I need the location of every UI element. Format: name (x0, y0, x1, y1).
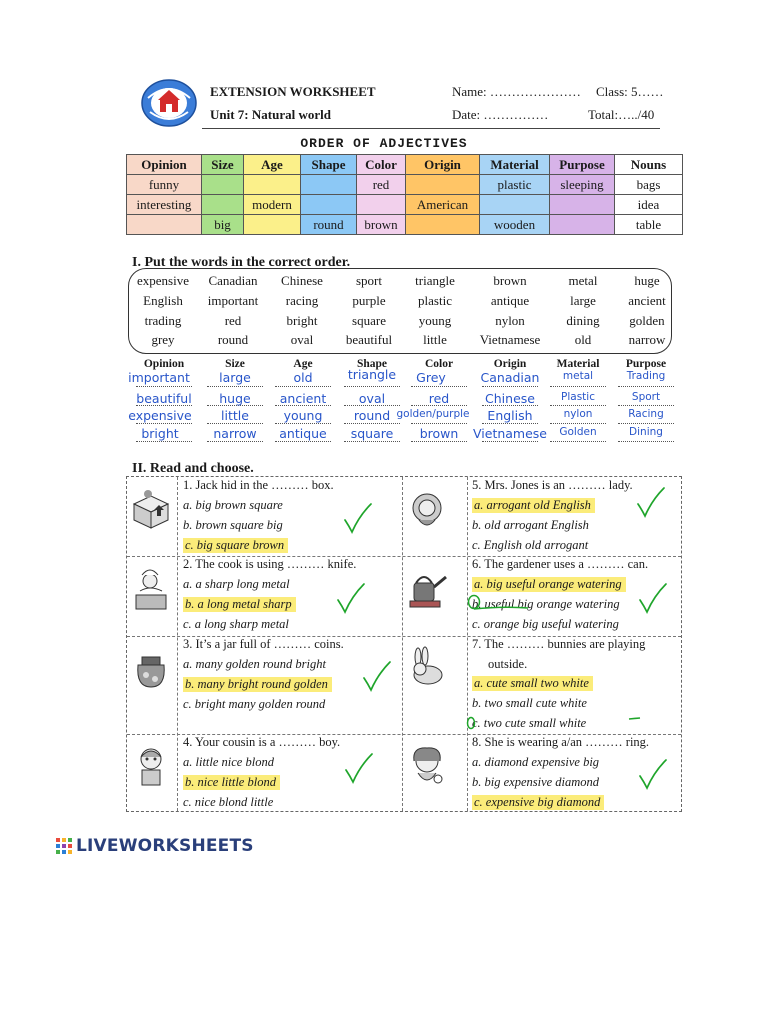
answer-line (482, 423, 538, 424)
answer-option[interactable]: a. a sharp long metal (183, 577, 290, 591)
answer-line (550, 386, 606, 387)
answer-line (136, 386, 192, 387)
word-bank-word: young (418, 313, 452, 328)
check-mark-icon (628, 716, 642, 722)
table-cell (357, 195, 406, 215)
table-header-material: Material (480, 155, 550, 175)
answer-input[interactable]: old (293, 370, 313, 385)
answer-line (550, 405, 606, 406)
question-stem: 6. The gardener uses a ……… can. (472, 557, 649, 571)
question-stem: 8. She is wearing a/an ……… ring. (472, 735, 650, 749)
answer-input[interactable]: round (353, 408, 391, 423)
answer-option[interactable]: a. arrogant old English (472, 498, 595, 513)
answer-option[interactable]: a. cute small two white (472, 676, 593, 691)
order-of-adjectives-heading: ORDER OF ADJECTIVES (300, 136, 468, 151)
table-cell (406, 175, 480, 195)
table-cell: bags (615, 175, 683, 195)
answer-line (207, 423, 263, 424)
answer-option[interactable]: b. nice little blond (183, 775, 280, 790)
answer-option[interactable]: b. brown square big (183, 518, 283, 532)
question-stem: 5. Mrs. Jones is an ……… lady. (472, 478, 633, 492)
check-mark-icon (343, 502, 373, 536)
category-header-age: Age (293, 358, 313, 370)
table-cell: interesting (127, 195, 202, 215)
answer-input[interactable]: antique (279, 426, 327, 441)
question-stem-continued: outside. (488, 657, 528, 671)
answer-line (136, 423, 192, 424)
answer-option[interactable]: b. big expensive diamond (472, 775, 600, 789)
word-bank-word: beautiful (345, 332, 393, 347)
word-bank (128, 268, 672, 354)
answer-input[interactable]: golden/purple (396, 408, 470, 420)
answer-option[interactable]: a. little nice blond (183, 755, 274, 769)
category-header-shape: Shape (356, 358, 388, 370)
watering-can-icon (404, 565, 450, 611)
answer-line (550, 441, 606, 442)
answer-line (411, 441, 467, 442)
boy-icon (128, 743, 174, 789)
category-header-size: Size (225, 358, 245, 370)
liveworksheets-icon (56, 838, 72, 854)
question-stem: 1. Jack hid in the ……… box. (183, 478, 334, 492)
section-2-title: II. Read and choose. (132, 461, 254, 476)
category-header-color: Color (424, 358, 454, 370)
word-bank-word: huge (634, 273, 660, 288)
unit-title: Unit 7: Natural world (210, 107, 331, 122)
answer-option[interactable]: a. big useful orange watering (472, 577, 626, 592)
header-divider (202, 128, 660, 129)
answer-input[interactable]: young (283, 408, 323, 423)
check-mark-icon (636, 486, 666, 520)
table-cell: table (615, 215, 683, 235)
total-field: Total:…../40 (588, 107, 655, 122)
word-bank-word: metal (568, 273, 598, 288)
answer-line (344, 423, 400, 424)
answer-input[interactable]: beautiful (136, 391, 192, 406)
table-cell: red (357, 175, 406, 195)
check-mark-icon (362, 660, 392, 694)
answer-line (482, 386, 538, 387)
word-bank-word: narrow (628, 332, 666, 347)
box-icon (128, 486, 174, 532)
answer-input[interactable]: English (487, 408, 533, 423)
answer-line (482, 441, 538, 442)
table-header-nouns: Nouns (615, 155, 683, 175)
section-1-title: I. Put the words in the correct order. (132, 255, 351, 270)
liveworksheets-text: LIVEWORKSHEETS (76, 836, 254, 856)
underline-mark (472, 604, 532, 612)
answer-option[interactable]: c. orange big useful watering (472, 617, 619, 631)
answer-line (411, 386, 467, 387)
table-cell (202, 195, 244, 215)
answer-option[interactable]: b. useful big orange watering (472, 597, 620, 611)
table-cell: American (406, 195, 480, 215)
table-header-purpose: Purpose (550, 155, 615, 175)
word-bank-word: large (570, 293, 596, 308)
word-bank-word: round (217, 332, 249, 347)
word-bank-word: bright (286, 313, 318, 328)
answer-option[interactable]: c. nice blond little (183, 795, 274, 809)
answer-input[interactable]: metal (562, 370, 594, 382)
answer-input[interactable]: large (219, 370, 251, 385)
answer-input[interactable]: important (128, 370, 190, 385)
circle-mark-icon (466, 716, 476, 730)
word-bank-word: red (224, 313, 242, 328)
bunny-icon (404, 645, 450, 691)
word-bank-word: Chinese (281, 273, 323, 288)
answer-line (618, 405, 674, 406)
answer-line (411, 423, 467, 424)
answer-input[interactable]: brown (419, 426, 459, 441)
answer-input[interactable]: huge (219, 391, 251, 406)
table-header-origin: Origin (406, 155, 480, 175)
answer-input[interactable]: expensive (128, 408, 192, 423)
table-header-opinion: Opinion (127, 155, 202, 175)
word-bank-word: dining (566, 313, 600, 328)
question-stem: 2. The cook is using ……… knife. (183, 557, 357, 571)
table-cell: idea (615, 195, 683, 215)
class-field[interactable]: Class: 5…… (596, 84, 664, 99)
table-cell (301, 175, 357, 195)
table-header-shape: Shape (301, 155, 357, 175)
answer-option[interactable]: c. English old arrogant (472, 538, 589, 552)
check-mark-icon (638, 758, 668, 792)
answer-line (207, 441, 263, 442)
answer-input[interactable]: bright (141, 426, 179, 441)
word-bank-word: brown (493, 273, 527, 288)
date-field[interactable]: Date: …………… (452, 107, 549, 122)
answer-line (275, 441, 331, 442)
table-header-size: Size (202, 155, 244, 175)
table-cell: big (202, 215, 244, 235)
question-stem: 4. Your cousin is a ……… boy. (183, 735, 341, 749)
word-bank-word: old (574, 332, 592, 347)
cook-icon (128, 565, 174, 611)
answer-line (618, 386, 674, 387)
table-cell (202, 175, 244, 195)
word-bank-word: little (423, 332, 447, 347)
word-bank-word: sport (356, 273, 382, 288)
answer-option[interactable]: b. a long metal sharp (183, 597, 296, 612)
answer-line (275, 423, 331, 424)
answer-option[interactable]: b. old arrogant English (472, 518, 589, 532)
answer-line (618, 441, 674, 442)
word-bank-word: trading (144, 313, 182, 328)
answer-input[interactable]: Dining (629, 426, 663, 438)
check-mark-icon (638, 582, 668, 616)
adjective-order-table (126, 154, 683, 235)
answer-input[interactable]: nylon (563, 408, 593, 420)
word-bank-word: expensive (137, 273, 189, 288)
answer-input[interactable]: Golden (559, 426, 597, 438)
word-bank-word: Vietnamese (479, 332, 541, 347)
table-cell (127, 215, 202, 235)
table-cell: brown (357, 215, 406, 235)
word-bank-word: important (207, 293, 259, 308)
word-bank-word: plastic (418, 293, 452, 308)
answer-input[interactable]: ancient (279, 391, 327, 406)
answer-line (136, 441, 192, 442)
table-cell: funny (127, 175, 202, 195)
answer-option[interactable]: a. big brown square (183, 498, 283, 512)
answer-line (550, 423, 606, 424)
word-bank-word: racing (285, 293, 319, 308)
answer-line (618, 423, 674, 424)
question-stem: 7. The ……… bunnies are playing (472, 637, 646, 651)
answer-option[interactable]: c. bright many golden round (183, 697, 326, 711)
answer-input[interactable]: triangle (347, 367, 397, 382)
answer-line (207, 386, 263, 387)
liveworksheets-logo[interactable] (56, 836, 254, 856)
table-header-age: Age (244, 155, 301, 175)
word-bank-word: nylon (495, 313, 525, 328)
word-bank-word: antique (490, 293, 530, 308)
word-bank-word: ancient (628, 293, 666, 308)
category-header-material: Material (556, 358, 600, 370)
answer-input[interactable]: Grey (416, 370, 446, 385)
answer-line (275, 386, 331, 387)
check-mark-icon (336, 582, 366, 616)
answer-option[interactable]: b. two small cute white (472, 696, 587, 710)
answer-option[interactable]: c. big square brown (183, 538, 288, 553)
answer-option[interactable]: c. two cute small white (472, 716, 587, 730)
answer-input[interactable]: Trading (626, 370, 666, 382)
name-field[interactable]: Name: ………………… (452, 84, 581, 99)
answer-input[interactable]: Canadian (480, 370, 540, 385)
answer-option[interactable]: a. diamond expensive big (472, 755, 600, 769)
question-stem: 3. It’s a jar full of ……… coins. (183, 637, 344, 651)
table-cell: round (301, 215, 357, 235)
word-bank-word: grey (151, 332, 175, 347)
word-bank-word: oval (290, 332, 314, 347)
answer-option[interactable]: c. a long sharp metal (183, 617, 289, 631)
answer-option[interactable]: b. many bright round golden (183, 677, 332, 692)
answer-input[interactable]: Sport (631, 391, 661, 403)
word-bank-word: purple (352, 293, 386, 308)
answer-input[interactable]: narrow (213, 426, 257, 441)
lady-icon (404, 486, 450, 532)
answer-input[interactable]: Chinese (485, 391, 535, 406)
ring-lady-icon (404, 743, 450, 789)
answer-input[interactable]: Racing (628, 408, 664, 420)
word-bank-word: English (143, 293, 183, 308)
table-cell: plastic (480, 175, 550, 195)
table-cell (406, 215, 480, 235)
table-header-color: Color (357, 155, 406, 175)
answer-input[interactable]: square (350, 426, 394, 441)
word-bank-word: square (352, 313, 386, 328)
category-header-opinion: Opinion (143, 358, 185, 370)
answer-line (344, 386, 400, 387)
table-cell: wooden (480, 215, 550, 235)
word-bank-word: golden (629, 313, 665, 328)
answer-input[interactable]: Vietnamese (473, 426, 547, 441)
answer-line (344, 441, 400, 442)
word-bank-word: triangle (415, 273, 455, 288)
school-logo (140, 78, 198, 128)
table-cell: modern (244, 195, 301, 215)
category-header-purpose: Purpose (625, 358, 667, 370)
category-header-origin: Origin (493, 358, 527, 370)
answer-input[interactable]: little (221, 408, 249, 423)
answer-input[interactable]: oval (358, 391, 386, 406)
answer-input[interactable]: Plastic (561, 391, 595, 403)
word-bank-word: Canadian (208, 273, 258, 288)
table-cell (480, 195, 550, 215)
table-cell (301, 195, 357, 215)
jar-icon (128, 645, 174, 691)
table-cell (550, 215, 615, 235)
worksheet-title: EXTENSION WORKSHEET (210, 84, 376, 99)
check-mark-icon (344, 752, 374, 786)
table-cell (550, 195, 615, 215)
table-cell (244, 215, 301, 235)
answer-option[interactable]: c. expensive big diamond (472, 795, 604, 810)
answer-input[interactable]: red (428, 391, 450, 406)
answer-option[interactable]: a. many golden round bright (183, 657, 326, 671)
table-cell: sleeping (550, 175, 615, 195)
table-cell (244, 175, 301, 195)
